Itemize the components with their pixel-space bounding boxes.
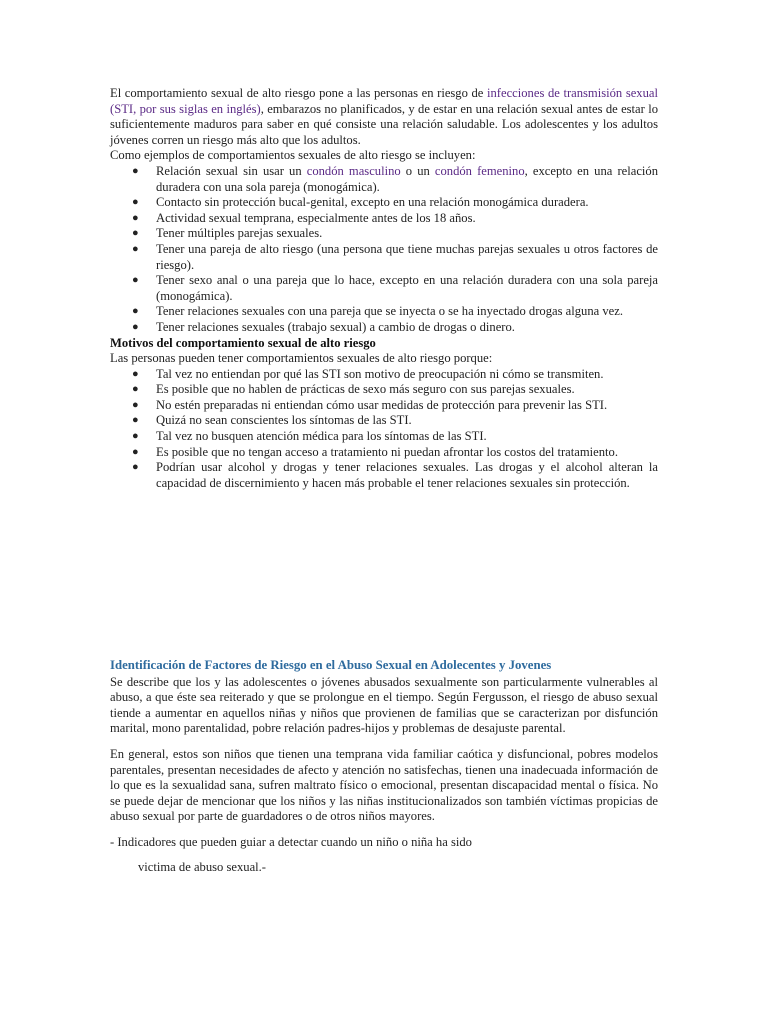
section-heading: Identificación de Factores de Riesgo en el Abuso Sexual en Adolecentes y Jovenes (110, 658, 552, 672)
list-item (110, 382, 658, 398)
list-item (110, 460, 658, 491)
list-item-text: Contacto sin protección bucal-genital, excepto en una relación monogámica duradera. (156, 195, 589, 210)
list-item (110, 211, 658, 227)
list-item-text: Tener sexo anal o una pareja que lo hace, excepto en una relación duradera con una sola pareja (monogámica). (156, 273, 658, 303)
list-item-text: No estén preparadas ni entiendan cómo usar medidas de protección para prevenir las STI. (156, 397, 608, 412)
sti-link[interactable]: infecciones de transmisión sexual (STI, por sus siglas en inglés) (110, 86, 658, 116)
list-item (110, 226, 658, 242)
list-item (110, 195, 658, 211)
bullet-icon: ● (132, 414, 139, 427)
list-item-text: Podrían usar alcohol y drogas y tener relaciones sexuales. Las drogas y el alcohol alteran la capacidad de discernimiento y hacen más probable el tener relaciones sexuales sin protección. (156, 460, 658, 490)
male-condom-link[interactable]: condón masculino (306, 163, 401, 178)
list-item-text: , excepto en una relación duradera con una sola pareja (monogámica). (156, 163, 659, 194)
examples-intro: Como ejemplos de comportamientos sexuales de alto riesgo se incluyen: (110, 148, 476, 163)
list-item (110, 242, 658, 273)
bullet-icon: ● (132, 430, 139, 443)
list-item-text: Quizá no sean conscientes los síntomas de las STI. (156, 413, 412, 428)
list-item-text: Tener una pareja de alto riesgo (una persona que tiene muchas parejas sexuales u otros factores de riesgo). (156, 241, 658, 272)
female-condom-link[interactable]: condón femenino (434, 163, 525, 178)
list-item-text: Tener relaciones sexuales (trabajo sexual) a cambio de drogas o dinero. (156, 319, 515, 334)
list-item (110, 273, 658, 304)
list-item (110, 367, 658, 383)
section-paragraph-1: Se describe que los y las adolescentes o jóvenes abusados sexualmente son particularmente vulnerables al abuso, a que éste sea reiterado y que se prolongue en el tiempo. Según Fergusson, el riesgo de abuso sexual tiende a aumentar en aquellos niñas y niños que provienen de familias que se caracterizan por disfunción marital, mono parentalidad, pobre relación padres-hijos y problemas de desajuste parental. (110, 674, 658, 736)
document-page (110, 86, 658, 491)
bullet-icon: ● (132, 211, 139, 224)
list-item (110, 429, 658, 445)
bullet-icon: ● (132, 383, 139, 396)
bullet-icon: ● (132, 242, 139, 255)
list-item-text: o un (400, 163, 435, 178)
list-item-text: Tal vez no entiendan por qué las STI son motivo de preocupación ni cómo se transmiten. (156, 366, 604, 381)
motivos-intro: Las personas pueden tener comportamientos sexuales de alto riesgo porque: (110, 351, 493, 366)
indicators-line-continued: victima de abuso sexual.- (138, 859, 266, 874)
list-item (110, 445, 658, 461)
paragraph-spacer (110, 825, 658, 835)
bullet-icon: ● (132, 305, 139, 318)
list-item-text: Actividad sexual temprana, especialmente antes de los 18 años. (156, 210, 476, 225)
indicators-line: - Indicadores que pueden guiar a detectar cuando un niño o niña ha sido (110, 834, 472, 849)
list-item-text: Relación sexual sin usar un (156, 163, 307, 178)
bullet-icon: ● (132, 320, 139, 333)
bullet-icon: ● (132, 461, 139, 474)
list-item (110, 320, 658, 336)
bullet-icon: ● (132, 227, 139, 240)
motivos-heading: Motivos del comportamiento sexual de alto riesgo (110, 335, 376, 350)
risk-behaviors-list (110, 164, 658, 336)
risk-factors-section (110, 658, 658, 875)
intro-text-continued: , embarazos no planificados, y de estar en una relación sexual antes de estar lo suficientemente maduros para saber en qué consiste una relación saludable. Los adolescentes y los adultos jóvenes corren un riesgo más alto que los adultos. (110, 101, 658, 147)
list-item (110, 398, 658, 414)
list-item (110, 164, 658, 195)
list-item-text: Es posible que no hablen de prácticas de sexo más seguro con sus parejas sexuales. (156, 382, 575, 397)
bullet-icon: ● (132, 196, 139, 209)
bullet-icon: ● (132, 164, 139, 177)
bullet-icon: ● (132, 445, 139, 458)
list-item (110, 413, 658, 429)
intro-paragraph (110, 86, 658, 148)
intro-text: El comportamiento sexual de alto riesgo pone a las personas en riesgo de (110, 86, 487, 100)
bullet-icon: ● (132, 274, 139, 287)
list-item-text: Es posible que no tengan acceso a tratamiento ni puedan afrontar los costos del tratamiento. (156, 444, 618, 459)
list-item-text: Tener múltiples parejas sexuales. (156, 226, 323, 241)
list-item (110, 304, 658, 320)
section-paragraph-2: En general, estos son niños que tienen una temprana vida familiar caótica y disfuncional, pobres modelos parentales, presentan necesidades de afecto y atención no satisfechas, tienen una inadecuada información de lo que es la sexualidad sana, sufren maltrato físico o emocional, presentan discapacidad mental o física. No se puede dejar de mencionar que los niños y las niñas institucionalizados son también víctimas propicias de abuso sexual por parte de guardadores o de otros niños mayores. (110, 746, 658, 824)
bullet-icon: ● (132, 367, 139, 380)
motivos-list (110, 367, 658, 492)
bullet-icon: ● (132, 398, 139, 411)
list-item-text: Tal vez no busquen atención médica para los síntomas de las STI. (156, 429, 487, 444)
paragraph-spacer (110, 737, 658, 747)
list-item-text: Tener relaciones sexuales con una pareja que se inyecta o se ha inyectado drogas alguna vez. (156, 304, 623, 319)
